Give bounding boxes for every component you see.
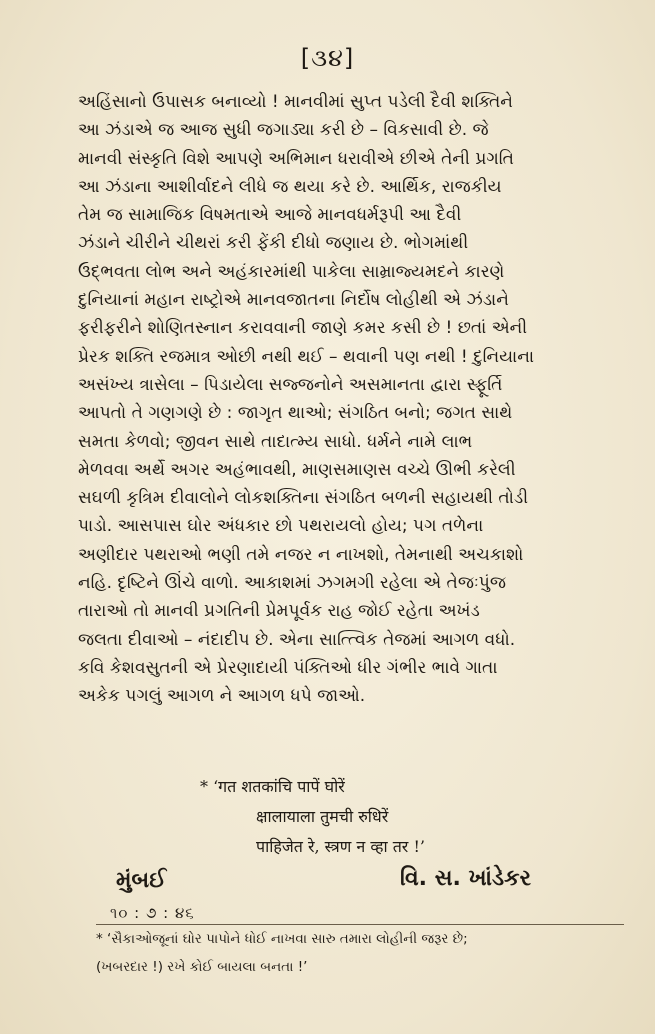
footnote-line: (ખબરદાર !) રખે કોઈ બાયલા બનતા !’ bbox=[96, 959, 308, 975]
body-line: મેળવવા અર્થે અગર અહંભાવથી, માણસમાણસ વચ્ચે ઊભી કરેલી bbox=[78, 459, 516, 480]
body-line: આપતો તે ગણગણે છે : જાગૃત થાઓ; સંગઠિત બનો; જગત સાથે bbox=[78, 403, 513, 424]
body-line: તેમ જ સામાજિક વિષમતાએ આજે માનવધર્મરૂપી આ દૈવી bbox=[78, 205, 462, 226]
body-line: ઝંડાને ચીરીને ચીથરાં કરી ફેંકી દીધો જણાય છે. ભોગમાંથી bbox=[78, 233, 469, 254]
body-line: ઉદ્ભવતા લોભ અને અહંકારમાંથી પાકેલા સામ્રાજ્યમદને કારણે bbox=[78, 261, 505, 282]
date: ૧૦ : ૭ : ૪૬ bbox=[110, 904, 195, 922]
marathi-verse bbox=[200, 772, 580, 862]
verse-line: पाहिजेत रे, स्त्रण न व्हा तर !’ bbox=[256, 837, 425, 856]
body-line: અહિંસાનો ઉપાસક બનાવ્યો ! માનવીમાં સુપ્ત પડેલી દૈવી શક્તિને bbox=[78, 92, 513, 112]
author-signature: વિ. સ. ખાંડેકર bbox=[400, 866, 531, 891]
body-line: નહિ. દૃષ્ટિને ઊંચે વાળો. આકાશમાં ઝગમગી રહેલા એ તેજઃપુંજ bbox=[78, 573, 506, 594]
body-line: માનવી સંસ્કૃતિ વિશે આપણે અભિમાન ધરાવીએ છીએ તેની પ્રગતિ bbox=[78, 148, 514, 169]
body-line: કવિ કેશવસુતની એ પ્રેરણાદાયી પંક્તિઓ ધીર ગંભીર ભાવે ગાતા bbox=[78, 657, 498, 678]
body-line: અસંખ્ય ત્રાસેલા – પિડાયેલા સજ્જનોને અસમાનતા દ્વારા સ્ફૂર્તિ bbox=[78, 374, 503, 395]
body-text bbox=[78, 88, 603, 711]
body-line: અકેક પગલું આગળ ને આગળ ધપે જાઓ. bbox=[78, 686, 366, 707]
body-line: પાડો. આસપાસ ઘોર અંધકાર છો પથરાયલો હોય; પગ તળેના bbox=[78, 516, 484, 537]
body-line: જલતા દીવાઓ – નંદાદીપ છે. એના સાત્ત્વિક તેજમાં આગળ વધો. bbox=[78, 629, 516, 650]
verse-line: * ‘गत शतकांचि पापें घोरें bbox=[200, 777, 345, 796]
body-line: સમતા કેળવો; જીવન સાથે તાદાત્મ્ય સાધો. ધર્મને નામે લાભ bbox=[78, 431, 473, 452]
body-line: અણીદાર પથરાઓ ભણી તમે નજર ન નાખશો, તેમનાથી અચકાશો bbox=[78, 544, 524, 565]
page-number: [૩૪] bbox=[300, 44, 355, 72]
place-signature: મુંબઈ bbox=[116, 868, 167, 893]
body-line: સઘળી કૃત્રિમ દીવાલોને લોકશક્તિના સંગઠિત બળની સહાયથી તોડી bbox=[78, 488, 529, 509]
body-line: આ ઝંડાએ જ આજ સુધી જગાડ્યા કરી છે – વિકસાવી છે. જે bbox=[78, 120, 489, 141]
footnote bbox=[96, 924, 624, 981]
footnote-line: * ‘સૈકાઓજૂનાં ઘોર પાપોને ધોઈ નાખવા સારુ તમારા લોહીની જરૂર છે; bbox=[96, 931, 468, 947]
body-line: આ ઝંડાના આશીર્વાદને લીધે જ થયા કરે છે. આર્થિક, રાજકીય bbox=[78, 176, 502, 197]
verse-line: क्षालायाला तुमची रुधिरें bbox=[256, 807, 389, 826]
body-line: તારાઓ તો માનવી પ્રગતિની પ્રેમપૂર્વક રાહ જોઈ રહેતા અખંડ bbox=[78, 601, 480, 622]
body-line: ફરીફરીને શોણિતસ્નાન કરાવવાની જાણે કમર કસી છે ! છતાં એની bbox=[78, 318, 528, 339]
body-line: પ્રેરક શક્તિ રજમાત્ર ઓછી નથી થઈ – થવાની પણ નથી ! દુનિયાના bbox=[78, 346, 535, 367]
body-line: દુનિયાનાં મહાન રાષ્ટ્રોએ માનવજાતના નિર્દોષ લોહીથી એ ઝંડાને bbox=[78, 290, 509, 311]
